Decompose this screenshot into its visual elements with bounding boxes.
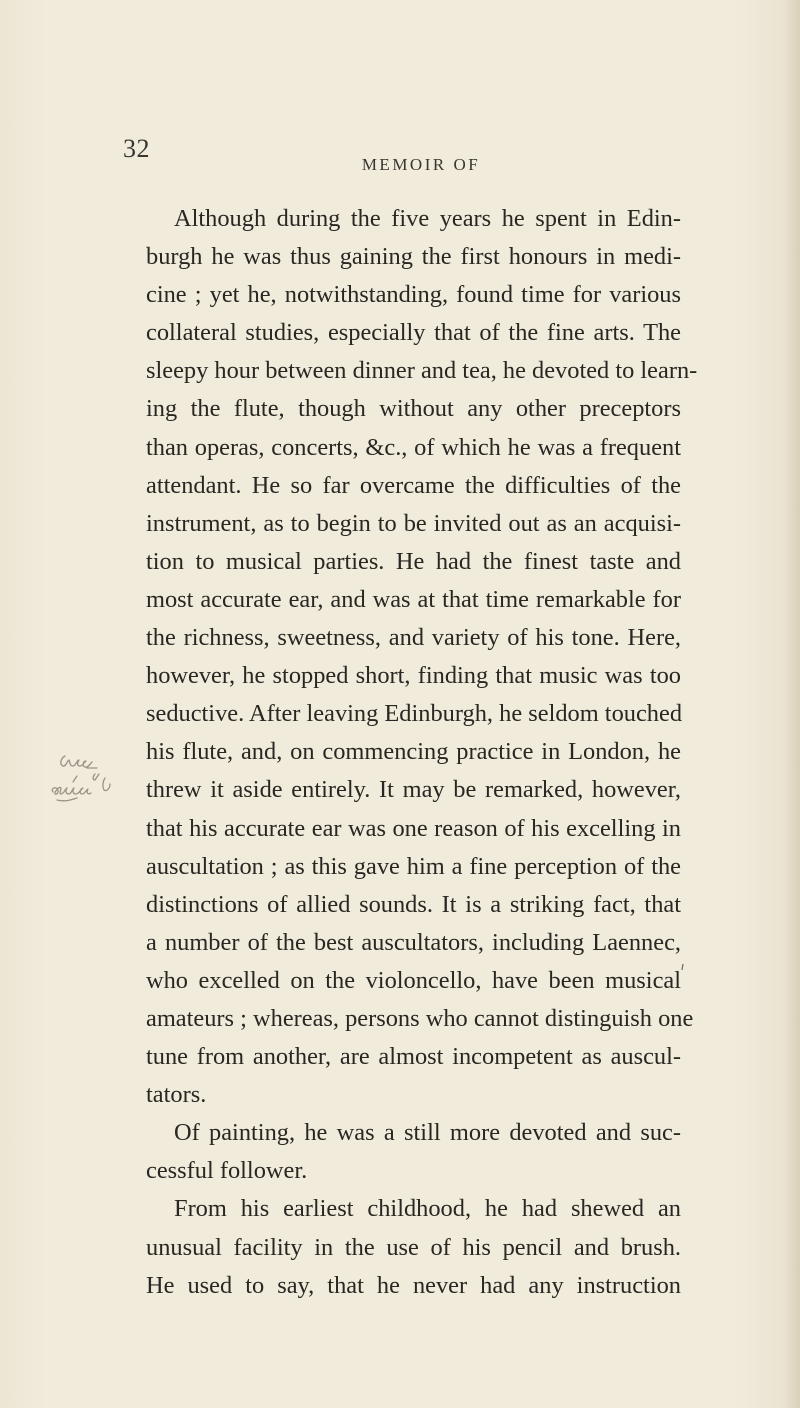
text-line: Although during the five years he spent in Edin- (174, 205, 681, 232)
text-line: collateral studies, especially that of the fine arts. The (146, 319, 681, 347)
text-line: tators. (146, 1081, 207, 1109)
running-head (0, 155, 800, 175)
body-text (146, 200, 698, 1305)
text-line: threw it aside entirely. It may be remarked, however, (146, 776, 681, 804)
text-line: tune from another, are almost incompetent as auscul- (146, 1043, 681, 1071)
text-line: that his accurate ear was one reason of his excelling in (146, 814, 681, 842)
handwriting-scribble-icon (47, 750, 137, 810)
page-number: 32 (123, 134, 150, 163)
text-line: most accurate ear, and was at that time remarkable for (146, 585, 681, 613)
text-line: seductive. After leaving Edinburgh, he seldom touched (146, 700, 683, 728)
text-line: burgh he was thus gaining the first honours in medi- (146, 243, 681, 271)
text-line: cine ; yet he, notwithstanding, found time for various (146, 281, 681, 309)
text-line: who excelled on the violoncello, have been musical (146, 966, 681, 994)
text-line: amateurs ; whereas, persons who cannot distinguish one (146, 1004, 694, 1032)
running-head-title: MEMOIR OF (361, 155, 481, 174)
text-line: than operas, concerts, &c., of which he was a frequent (146, 433, 681, 461)
text-line: however, he stopped short, finding that music was too (146, 662, 681, 690)
text-line: From his earliest childhood, he had shewed an (174, 1195, 681, 1223)
pencil-marginal-note (47, 750, 137, 810)
text-line: attendant. He so far overcame the difficulties of the (146, 471, 681, 499)
text-line: distinctions of allied sounds. It is a striking fact, that (146, 890, 681, 918)
text-line: auscultation ; as this gave him a fine perception of the (146, 852, 681, 880)
text-line: Of painting, he was a still more devoted and suc- (174, 1119, 681, 1147)
text-line: a number of the best auscultators, including Laennec, (146, 928, 681, 956)
text-line: cessful follower. (146, 1157, 308, 1185)
text-line: sleepy hour between dinner and tea, he devoted to learn- (146, 357, 698, 385)
text-line: He used to say, that he never had any instruction (146, 1271, 681, 1299)
text-line: his flute, and, on commencing practice in London, he (146, 738, 681, 766)
text-line: the richness, sweetness, and variety of his tone. Here, (146, 624, 681, 652)
printer-mark (680, 958, 686, 966)
text-line: instrument, as to begin to be invited out as an acquisi- (146, 509, 681, 537)
page-edge-shadow (784, 0, 800, 1408)
text-line: ing the flute, though without any other preceptors (146, 395, 681, 423)
text-line: tion to musical parties. He had the finest taste and (146, 547, 681, 575)
text-line: unusual facility in the use of his pencil and brush. (146, 1233, 681, 1261)
